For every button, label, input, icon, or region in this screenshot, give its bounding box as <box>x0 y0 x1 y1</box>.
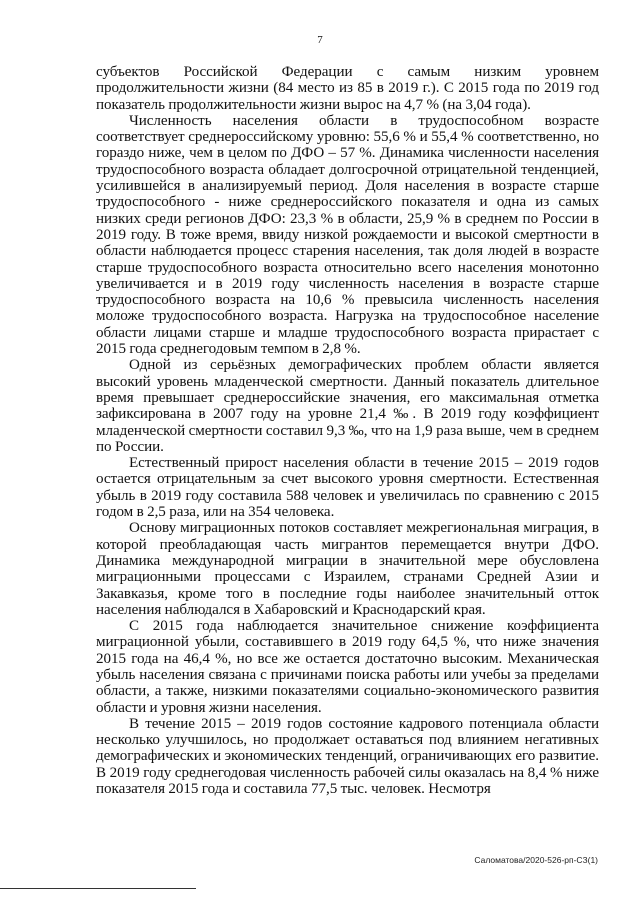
paragraph-working-age-population: Численность населения области в трудоспособном возрасте соответствует среднероссийскому уровню: 55,6 % и 55,4 % соответственно, но гораздо ниже, чем в целом по ДФО – 57 %. Динамика численности населения трудоспособного возраста обладает долгосрочной отрицательной тенденцией, усилившейся в анализируемый период. Доля населения в возрасте старше трудоспособного - ниже среднероссийского показателя и одна из самых низких среди регионов ДФО: 23,3 % в области, 25,9 % в среднем по России в 2019 году. В тоже время, ввиду низкой рождаемости и высокой смертности в области наблюдается процесс старения населения, так доля людей в возрасте старше трудоспособного возраста относительно всего населения монотонно увеличивается и в 2019 году численность населения в возрасте старше трудоспособного возраста на 10,6 % превысила численность населения моложе трудоспособного возраста. Нагрузка на трудоспособное население области лицами старше и младше трудоспособного возраста прирастает с 2015 года среднегодовым темпом в 2,8 %. <box>96 112 599 358</box>
footer-document-reference: Саломатова/2020-526-рп-СЗ(1) <box>474 855 598 865</box>
paragraph-workforce: В течение 2015 – 2019 годов состояние кадрового потенциала области несколько улучшилось, но продолжает оставаться под влиянием негативных демографических и экономических тенденций, ограничивающих его развитие. В 2019 году среднегодовая численность рабочей силы оказалась на 8,4 % ниже показателя 2015 года и составила 77,5 тыс. человек. Несмотря <box>96 715 599 798</box>
document-body <box>96 64 599 797</box>
paragraph-migration-decline: С 2015 года наблюдается значительное снижение коэффициента миграционной убыли, составившего в 2019 году 64,5 %, что ниже значения 2015 года на 46,4 %, но все же остается достаточно высоким. Механическая убыль населения связана с причинами поиска работы или учебы за пределами области, а также, низкими показателями социально-экономического развития области и уровня жизни населения. <box>96 618 599 716</box>
paragraph-natural-growth: Естественный прирост населения области в течение 2015 – 2019 годов остается отрицательным за счет высокого уровня смертности. Естественная убыль в 2019 году составила 588 человек и увеличилась по сравнению с 2015 годом в 2,5 раза, или на 354 человека. <box>96 455 599 521</box>
paragraph-infant-mortality: Одной из серьёзных демографических проблем области является высокий уровень младенческой смертности. Данный показатель длительное время превышает среднероссийские значения, его максимальная отметка зафиксирована в 2007 году на уровне 21,4 ‰. В 2019 году коэффициент младенческой смертности составил 9,3 ‰, что на 1,9 раза выше, чем в среднем по России. <box>96 357 599 455</box>
paragraph-life-expectancy: субъектов Российской Федерации с самым низким уровнем продолжительности жизни (84 место из 85 в 2019 г.). С 2015 года по 2019 год показатель продолжительности жизни вырос на 4,7 % (на 3,04 года). <box>96 64 599 113</box>
page-number: 7 <box>317 34 323 46</box>
paragraph-migration-flows: Основу миграционных потоков составляет межрегиональная миграция, в которой преобладающая часть мигрантов перемещается внутри ДФО. Динамика международной миграции в значительной мере обусловлена миграционными процессами с Израилем, странами Средней Азии и Закавказья, кроме того в последние годы наиболее значительный отток населения наблюдался в Хабаровский и Краснодарский края. <box>96 520 599 618</box>
footer-divider <box>0 888 196 889</box>
